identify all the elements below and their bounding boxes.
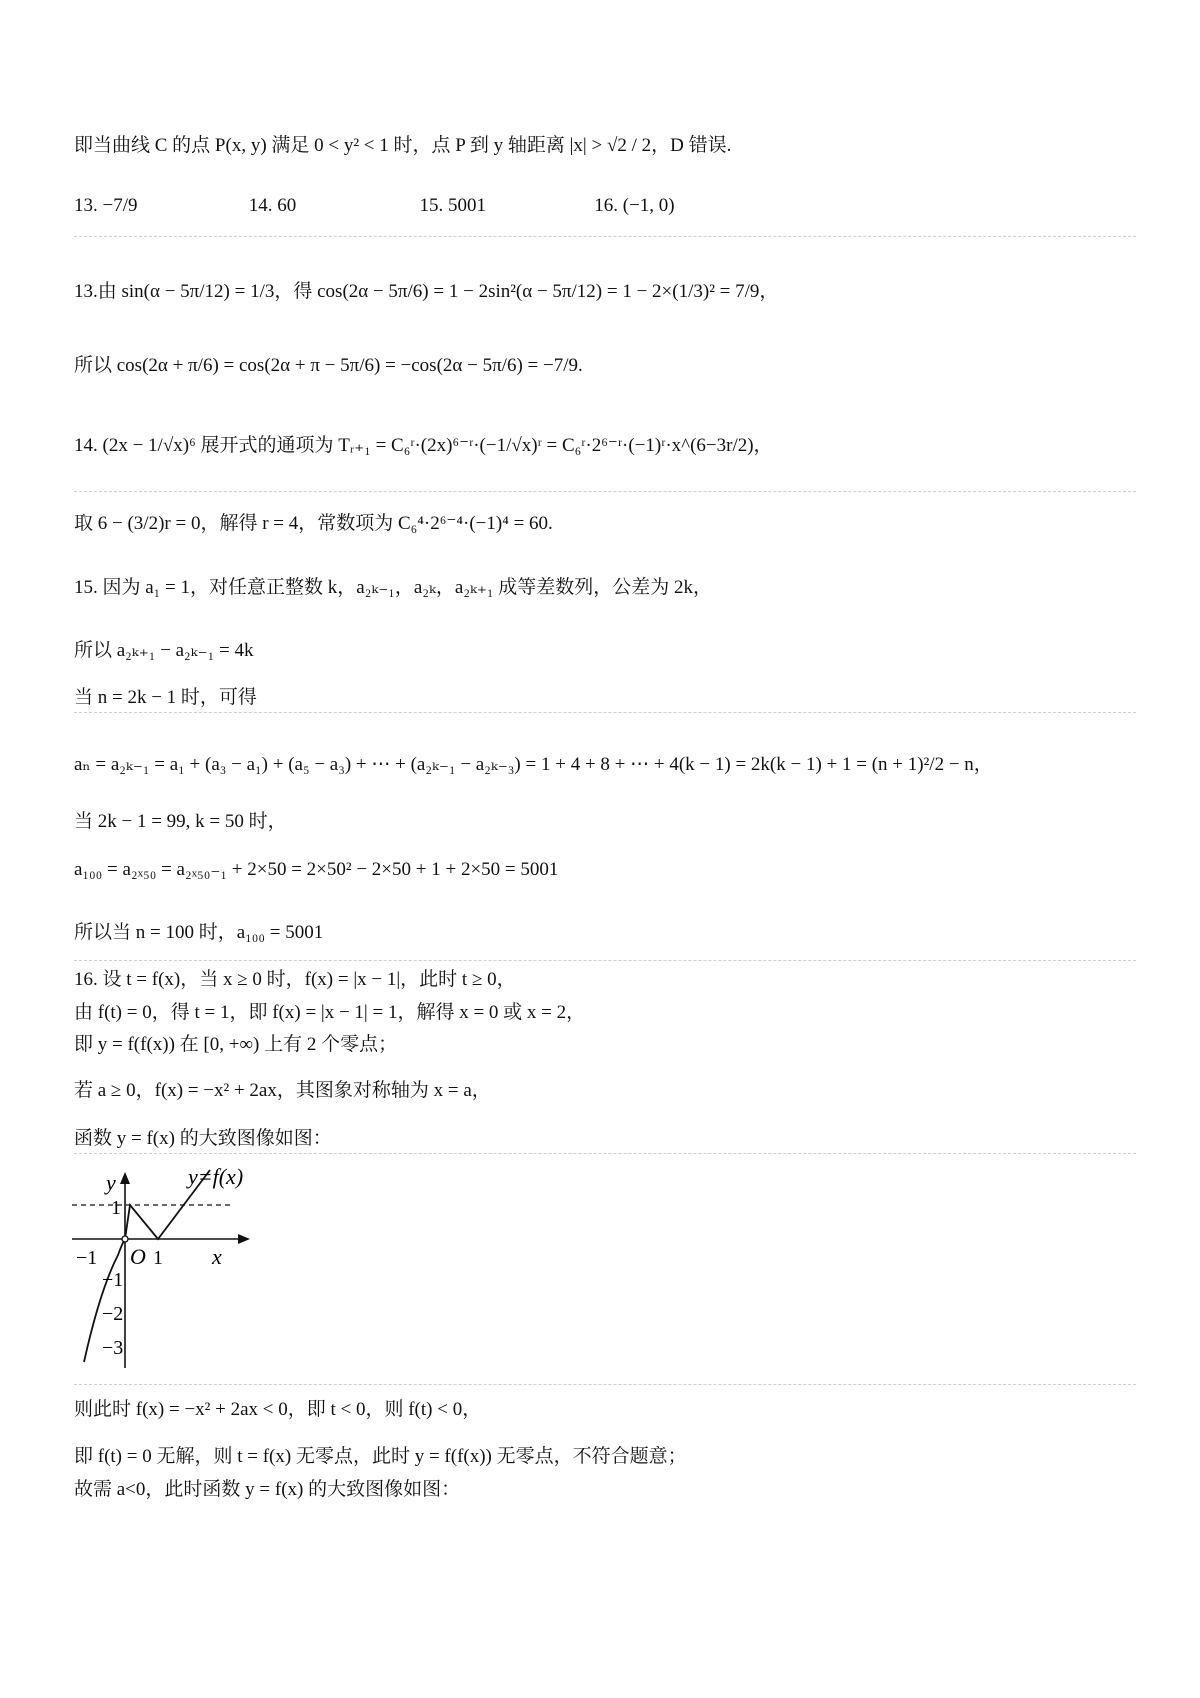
solution-15-line-7: 所以当 n = 100 时，a₁₀₀ = 5001 [74, 922, 324, 943]
solution-15-line-3: 当 n = 2k − 1 时，可得 [74, 687, 257, 708]
answer-summary [74, 196, 675, 215]
x-axis-label: x [212, 1244, 222, 1269]
solution-15-line-2: 所以 a₂ₖ₊₁ − a₂ₖ₋₁ = 4k [74, 640, 254, 661]
solution-16-line-5: 函数 y = f(x) 的大致图像如图： [74, 1128, 332, 1149]
x-axis-arrow [238, 1234, 250, 1244]
solution-15-line-5: 当 2k − 1 = 99, k = 50 时， [74, 811, 287, 832]
divider [74, 712, 1136, 713]
solution-15-line-1: 15. 因为 a₁ = 1，对任意正整数 k，a₂ₖ₋₁，a₂ₖ，a₂ₖ₊₁ 成等差数列，公差为 2k， [74, 577, 713, 598]
text-line-d-conclusion: 即当曲线 C 的点 P(x, y) 满足 0 < y² < 1 时，点 P 到 y 轴距离 |x| > √2 / 2，D 错误. [74, 135, 732, 156]
solution-14-line-2: 取 6 − (3/2)r = 0，解得 r = 4，常数项为 C₆⁴·2⁶⁻⁴·(−1)⁴ = 60. [74, 513, 553, 534]
tick-x-1: 1 [153, 1247, 163, 1269]
tick-y-1: 1 [111, 1197, 121, 1219]
solution-16-line-4: 若 a ≥ 0，f(x) = −x² + 2ax，其图象对称轴为 x = a， [74, 1080, 491, 1101]
solution-16-line-6: 则此时 f(x) = −x² + 2ax < 0，即 t < 0，则 f(t) < 0， [74, 1399, 482, 1420]
function-graph-figure [66, 1160, 276, 1380]
solution-15-line-4: aₙ = a₂ₖ₋₁ = a₁ + (a₃ − a₁) + (a₅ − a₃) + ⋯ + (a₂ₖ₋₁ − a₂ₖ₋₃) = 1 + 4 + 8 + ⋯ + 4(k − 1) = 2k(k − 1) + 1 = (n + 1)²/2 − n， [74, 754, 993, 775]
tick-y-neg2: −2 [102, 1303, 124, 1325]
divider [74, 1384, 1136, 1385]
answer-15: 15. 5001 [419, 195, 486, 216]
solution-16-line-3: 即 y = f(f(x)) 在 [0, +∞) 上有 2 个零点； [74, 1034, 398, 1055]
divider [74, 960, 1136, 961]
solution-16-line-7: 即 f(t) = 0 无解，则 t = f(x) 无零点，此时 y = f(f(x)) 无零点，不符合题意； [74, 1446, 687, 1467]
solution-16-line-2: 由 f(t) = 0，得 t = 1，即 f(x) = |x − 1| = 1，解得 x = 0 或 x = 2， [74, 1002, 586, 1023]
curve-label: y=f(x) [188, 1164, 244, 1189]
origin-label: O [130, 1244, 146, 1269]
answer-14: 14. 60 [248, 195, 297, 216]
tick-y-neg3: −3 [102, 1337, 124, 1359]
y-axis-label: y [106, 1170, 116, 1195]
answer-13: 13. −7/9 [74, 195, 138, 216]
divider [74, 491, 1136, 492]
solution-13-line-2: 所以 cos(2α + π/6) = cos(2α + π − 5π/6) = −cos(2α − 5π/6) = −7/9. [74, 355, 583, 376]
solution-16-line-8: 故需 a<0，此时函数 y = f(x) 的大致图像如图： [74, 1479, 461, 1500]
divider [74, 1153, 1136, 1154]
solution-13-line-1: 13.由 sin(α − 5π/12) = 1/3，得 cos(2α − 5π/6) = 1 − 2sin²(α − 5π/12) = 1 − 2×(1/3)² = 7/9， [74, 281, 779, 302]
divider [74, 236, 1136, 237]
y-axis-arrow [120, 1172, 130, 1184]
answer-16: 16. (−1, 0) [594, 195, 675, 216]
origin-point [122, 1236, 128, 1242]
solution-15-line-6: a₁₀₀ = a₂ₓ₅₀ = a₂ₓ₅₀₋₁ + 2×50 = 2×50² − 2×50 + 1 + 2×50 = 5001 [74, 859, 559, 880]
tick-y-neg1: −1 [102, 1269, 124, 1291]
solution-16-line-1: 16. 设 t = f(x)，当 x ≥ 0 时，f(x) = |x − 1|，此时 t ≥ 0， [74, 969, 516, 990]
solution-14-line-1: 14. (2x − 1/√x)⁶ 展开式的通项为 Tᵣ₊₁ = C₆ʳ·(2x)⁶⁻ʳ·(−1/√x)ʳ = C₆ʳ·2⁶⁻ʳ·(−1)ʳ·x^(6−3r/2)， [74, 435, 773, 456]
tick-x-neg1: −1 [76, 1247, 98, 1269]
